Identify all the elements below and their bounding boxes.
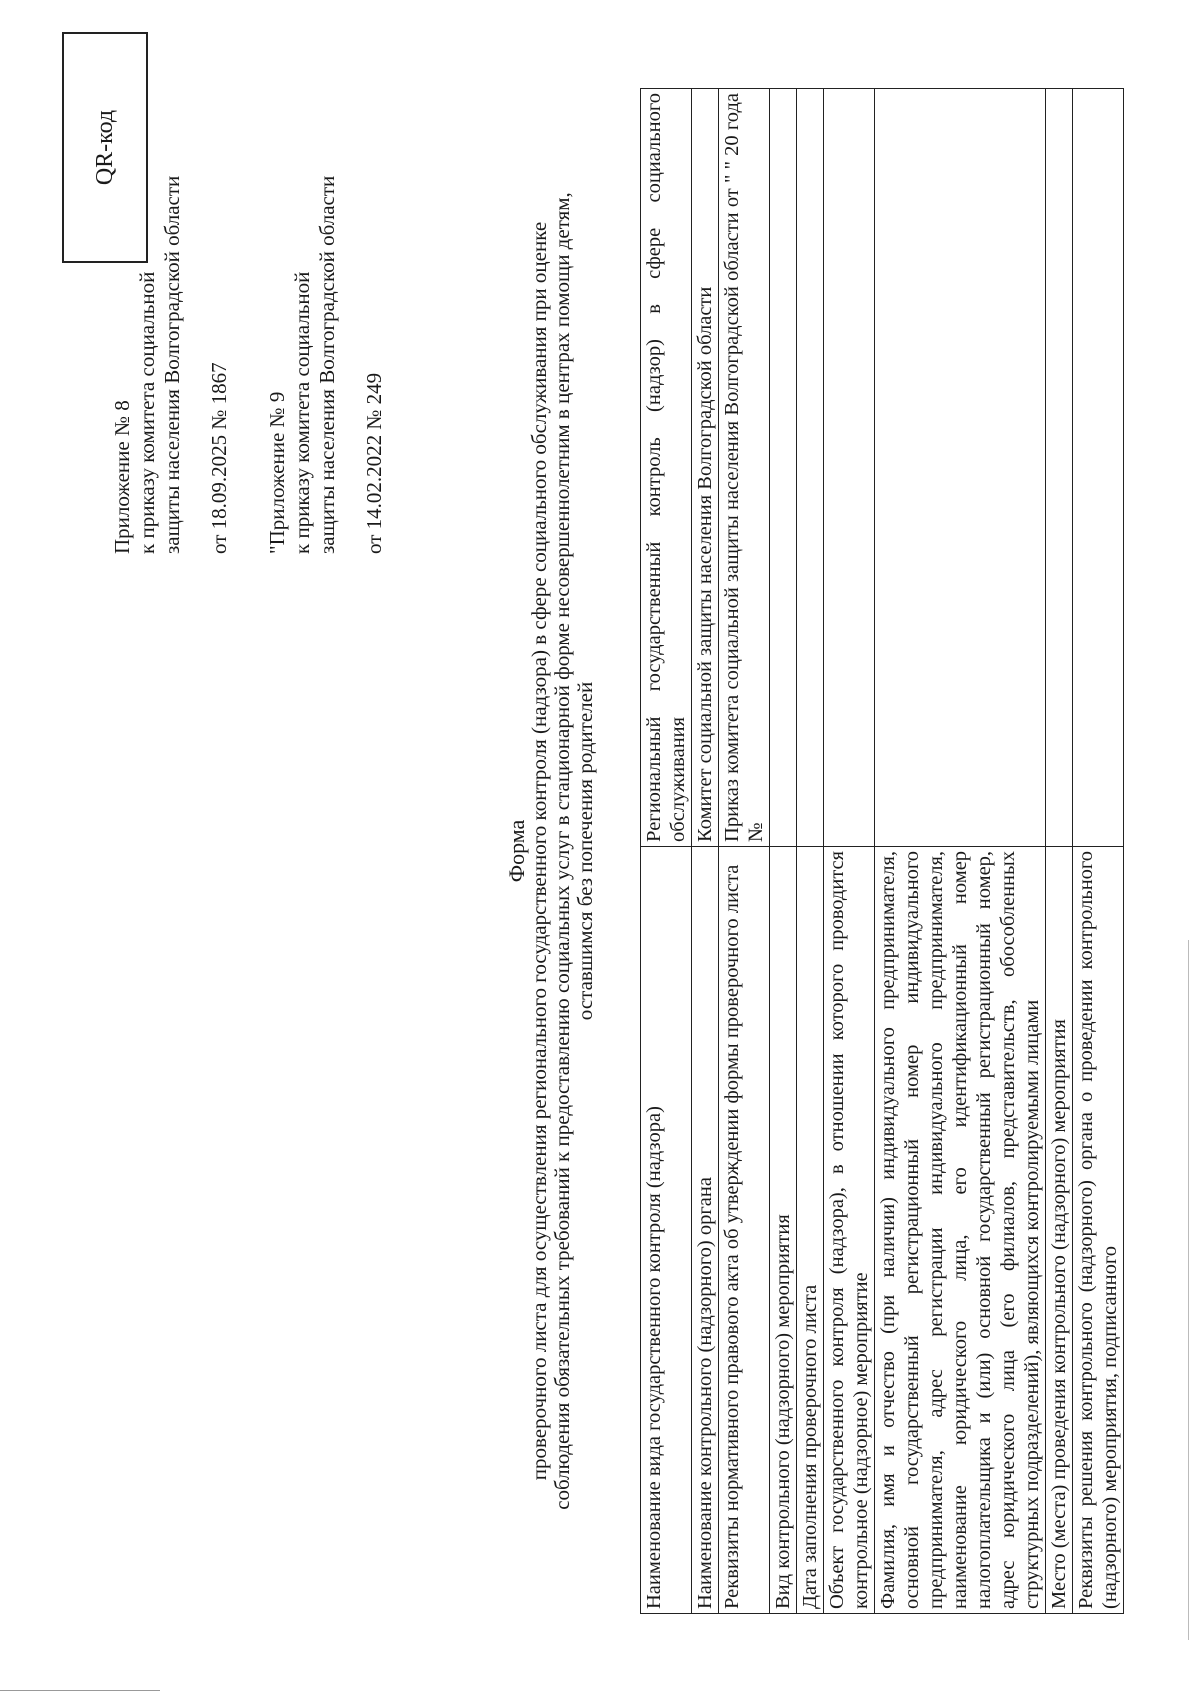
form-heading — [505, 96, 597, 1606]
row-value — [770, 89, 797, 847]
row-label: Реквизиты решения контрольного (надзорного) органа о проведении контрольного (надзорного) мероприятия, подписанного — [1073, 846, 1124, 1613]
annex-9-order-line: к приказу комитета социальной — [290, 271, 314, 554]
scan-edge-line — [0, 1690, 160, 1691]
row-label: Дата заполнения проверочного листа — [797, 846, 824, 1613]
row-value — [875, 89, 1046, 847]
row-value — [824, 89, 875, 847]
qr-code-box — [62, 32, 148, 263]
table-row — [770, 89, 797, 1614]
checklist-table — [640, 88, 1124, 1614]
row-label: Реквизиты нормативного правового акта об утверждении формы проверочного листа — [719, 846, 770, 1613]
annex-8-date: от 18.09.2025 № 1867 — [207, 362, 231, 554]
table-row — [719, 89, 770, 1614]
scan-edge-line — [1188, 940, 1189, 1640]
row-value — [1073, 89, 1124, 847]
qr-code-label: QR-код — [91, 109, 118, 186]
annex-9-title: "Приложение № 9 — [265, 391, 289, 554]
row-value — [1046, 89, 1073, 847]
table-row — [1046, 89, 1073, 1614]
table-row — [1073, 89, 1124, 1614]
row-label: Объект государственного контроля (надзора), в отношении которого проводится контрольное (надзорное) мероприятие — [824, 846, 875, 1613]
form-subtitle-line-2: соблюдения обязательных требований к предоставлению социальных услуг в стационарной форме несовершеннолетним в центрах помощи детям, — [550, 192, 574, 1510]
row-value — [797, 89, 824, 847]
annex-9-committee-line: защиты населения Волгоградской области — [315, 175, 339, 554]
form-subtitle-line-1: проверочного листа для осуществления регионального государственного контроля (надзора) в сфере социального обслуживания при оценке — [527, 221, 551, 1481]
table-row — [797, 89, 824, 1614]
row-label: Фамилия, имя и отчество (при наличии) индивидуального предпринимателя, основной государственный регистрационный номер индивидуального предпринимателя, адрес регистрации индивидуального предпринимателя, наименование юридического лица, его идентификационный номер налогоплательщика и (или) основной государственный регистрационный номер, адрес юридического лица (его филиалов, представительств, обособленных структурных подразделений), являющихся контролируемыми лицами — [875, 846, 1046, 1613]
annex-8-title: Приложение № 8 — [110, 400, 134, 554]
table-row — [875, 89, 1046, 1614]
annex-8-committee-line: защиты населения Волгоградской области — [160, 175, 184, 554]
row-value: Приказ комитета социальной защиты населения Волгоградской области от " " 20 года № — [719, 89, 770, 847]
row-label: Вид контрольного (надзорного) мероприятия — [770, 846, 797, 1613]
row-label: Наименование контрольного (надзорного) органа — [692, 846, 719, 1613]
row-label: Наименование вида государственного контроля (надзора) — [641, 846, 692, 1613]
annex-9-date: от 14.02.2022 № 249 — [362, 372, 386, 554]
table-row — [692, 89, 719, 1614]
table-row — [641, 89, 692, 1614]
form-title: Форма — [504, 819, 529, 883]
form-subtitle-line-3: оставшимся без попечения родителей — [573, 681, 597, 1021]
row-value: Комитет социальной защиты населения Волгоградской области — [692, 89, 719, 847]
table-row — [824, 89, 875, 1614]
row-label: Место (места) проведения контрольного (надзорного) мероприятия — [1046, 846, 1073, 1613]
annex-8-order-line: к приказу комитета социальной — [135, 271, 159, 554]
annex-9-block — [265, 176, 387, 554]
row-value: Региональный государственный контроль (надзор) в сфере социального обслуживания — [641, 89, 692, 847]
